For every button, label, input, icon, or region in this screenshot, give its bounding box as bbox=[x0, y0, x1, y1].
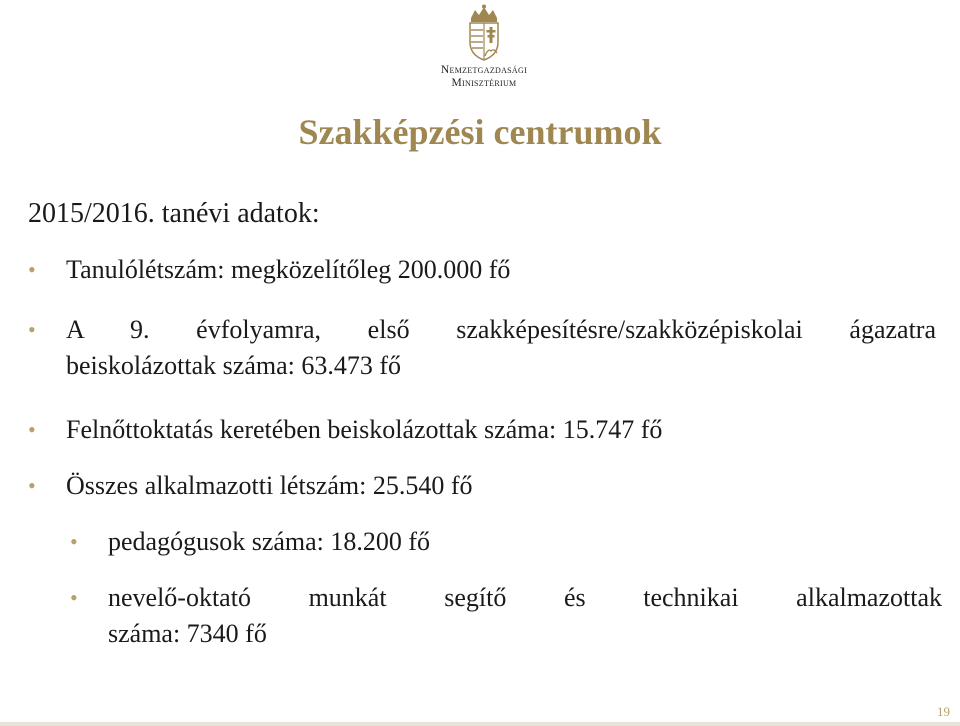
footer-divider bbox=[0, 722, 960, 726]
sub-bullet-text-line2: száma: 7340 fő bbox=[108, 619, 267, 648]
sub-bullet-icon: • bbox=[70, 585, 78, 610]
sub-bullet-icon: • bbox=[70, 529, 78, 554]
bullet-text-line1: A 9. évfolyamra, első szakképesítésre/szakközépiskolai ágazatra bbox=[66, 315, 936, 344]
page-number: 19 bbox=[937, 704, 950, 719]
subtitle: 2015/2016. tanévi adatok: bbox=[28, 198, 320, 229]
bullet-icon: • bbox=[28, 257, 36, 282]
bullet-text: Felnőttoktatás keretében beiskolázottak száma: 15.747 fő bbox=[66, 415, 663, 444]
bullet-icon: • bbox=[28, 417, 36, 442]
page-title: Szakképzési centrumok bbox=[298, 112, 662, 152]
coat-of-arms-icon bbox=[463, 4, 505, 62]
logo-text-line1: Nemzetgazdasági bbox=[440, 64, 528, 76]
bullet-icon: • bbox=[28, 317, 36, 342]
bullet-text: Tanulólétszám: megközelítőleg 200.000 fő bbox=[66, 255, 511, 284]
bullet-text-line2: beiskolázottak száma: 63.473 fő bbox=[66, 351, 402, 380]
sub-bullet-text-line1: nevelő-oktató munkát segítő és technikai alkalmazottak bbox=[108, 583, 942, 612]
logo-text-line2: Minisztérium bbox=[451, 77, 517, 89]
sub-bullet-text: pedagógusok száma: 18.200 fő bbox=[108, 527, 431, 556]
ministry-logo bbox=[422, 4, 546, 90]
bullet-icon: • bbox=[28, 473, 36, 498]
bullet-text: Összes alkalmazotti létszám: 25.540 fő bbox=[66, 471, 473, 500]
